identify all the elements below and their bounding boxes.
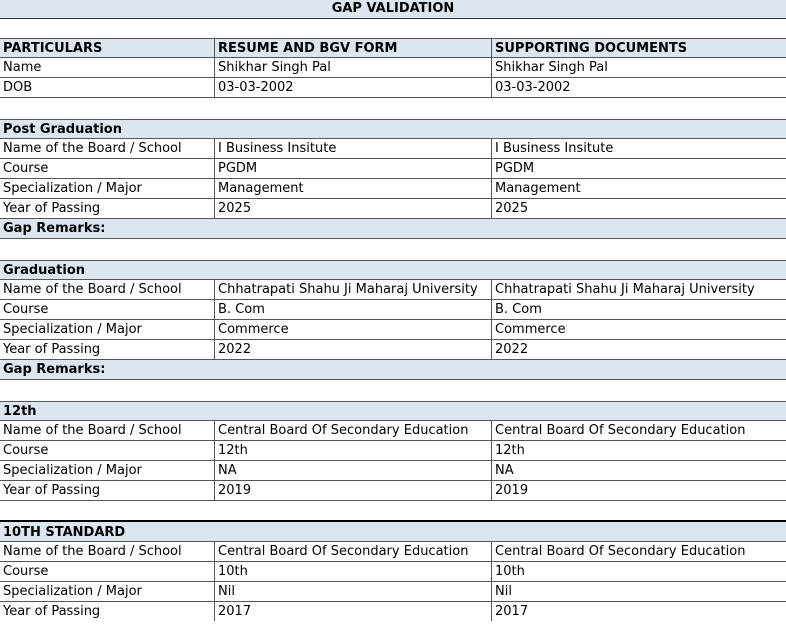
resume-value: Commerce bbox=[214, 320, 491, 339]
row-label: Year of Passing bbox=[3, 201, 101, 216]
section-title: 10TH STANDARD bbox=[3, 525, 126, 540]
resume-value: I Business Insitute bbox=[214, 139, 491, 158]
table-row bbox=[0, 602, 786, 622]
section-12th bbox=[0, 401, 786, 501]
docs-value: Shikhar Singh Pal bbox=[491, 58, 786, 77]
table-row bbox=[0, 340, 786, 360]
resume-value: PGDM bbox=[214, 159, 491, 178]
docs-value: 2025 bbox=[491, 199, 786, 218]
resume-value: 2025 bbox=[214, 199, 491, 218]
docs-value: 2022 bbox=[491, 340, 786, 359]
resume-value: 2019 bbox=[214, 481, 491, 500]
docs-value: Chhatrapati Shahu Ji Maharaj University bbox=[491, 280, 786, 299]
row-label: Name of the Board / School bbox=[3, 282, 182, 297]
resume-value: Shikhar Singh Pal bbox=[214, 58, 491, 77]
resume-value: Chhatrapati Shahu Ji Maharaj University bbox=[214, 280, 491, 299]
row-label: Course bbox=[3, 564, 49, 579]
section-title-row bbox=[0, 260, 786, 280]
header-supporting-docs: SUPPORTING DOCUMENTS bbox=[491, 39, 786, 58]
section-title-row bbox=[0, 401, 786, 421]
table-row bbox=[0, 179, 786, 199]
section-graduation bbox=[0, 260, 786, 380]
row-label: Course bbox=[3, 302, 49, 317]
docs-value: 03-03-2002 bbox=[491, 78, 786, 97]
docs-value: B. Com bbox=[491, 300, 786, 319]
section-title: Post Graduation bbox=[3, 122, 122, 137]
particulars-table bbox=[0, 38, 786, 98]
table-row bbox=[0, 421, 786, 441]
docs-value: Central Board Of Secondary Education bbox=[491, 542, 786, 561]
docs-value: 2019 bbox=[491, 481, 786, 500]
row-label: Year of Passing bbox=[3, 342, 101, 357]
table-row-dob bbox=[0, 78, 786, 98]
table-row bbox=[0, 441, 786, 461]
row-label: Course bbox=[3, 161, 49, 176]
table-row bbox=[0, 280, 786, 300]
docs-value: NA bbox=[491, 461, 786, 480]
docs-value: 12th bbox=[491, 441, 786, 460]
section-title-row bbox=[0, 119, 786, 139]
row-label: Specialization / Major bbox=[3, 584, 142, 599]
table-row bbox=[0, 582, 786, 602]
docs-value: PGDM bbox=[491, 159, 786, 178]
resume-value: Nil bbox=[214, 582, 491, 601]
row-label: Course bbox=[3, 443, 49, 458]
header-particulars: PARTICULARS bbox=[3, 41, 103, 56]
docs-value: Commerce bbox=[491, 320, 786, 339]
section-title: Graduation bbox=[3, 263, 86, 278]
row-label: Name of the Board / School bbox=[3, 544, 182, 559]
table-row bbox=[0, 461, 786, 481]
row-label: Year of Passing bbox=[3, 483, 101, 498]
gap-remarks-label: Gap Remarks: bbox=[3, 362, 106, 377]
resume-value: 03-03-2002 bbox=[214, 78, 491, 97]
resume-value: NA bbox=[214, 461, 491, 480]
resume-value: Central Board Of Secondary Education bbox=[214, 421, 491, 440]
section-post-graduation bbox=[0, 119, 786, 239]
section-title-row bbox=[0, 520, 786, 542]
row-label: DOB bbox=[3, 80, 33, 95]
table-row bbox=[0, 320, 786, 340]
section-10th-standard bbox=[0, 520, 786, 622]
resume-value: 12th bbox=[214, 441, 491, 460]
resume-value: 2022 bbox=[214, 340, 491, 359]
table-row bbox=[0, 139, 786, 159]
page-title: GAP VALIDATION bbox=[0, 0, 786, 19]
header-resume-bgv: RESUME AND BGV FORM bbox=[214, 39, 491, 58]
table-header-row bbox=[0, 38, 786, 58]
table-row bbox=[0, 300, 786, 320]
gap-remarks-row bbox=[0, 219, 786, 239]
table-row bbox=[0, 562, 786, 582]
table-row-name bbox=[0, 58, 786, 78]
docs-value: 10th bbox=[491, 562, 786, 581]
docs-value: I Business Insitute bbox=[491, 139, 786, 158]
resume-value: 10th bbox=[214, 562, 491, 581]
docs-value: Nil bbox=[491, 582, 786, 601]
table-row bbox=[0, 481, 786, 501]
row-label: Year of Passing bbox=[3, 604, 101, 619]
gap-remarks-row bbox=[0, 360, 786, 380]
docs-value: Management bbox=[491, 179, 786, 198]
table-row bbox=[0, 542, 786, 562]
resume-value: Management bbox=[214, 179, 491, 198]
table-row bbox=[0, 199, 786, 219]
resume-value: 2017 bbox=[214, 602, 491, 621]
row-label: Name of the Board / School bbox=[3, 423, 182, 438]
resume-value: B. Com bbox=[214, 300, 491, 319]
row-label: Specialization / Major bbox=[3, 463, 142, 478]
gap-remarks-label: Gap Remarks: bbox=[3, 221, 106, 236]
row-label: Specialization / Major bbox=[3, 322, 142, 337]
resume-value: Central Board Of Secondary Education bbox=[214, 542, 491, 561]
row-label: Specialization / Major bbox=[3, 181, 142, 196]
table-row bbox=[0, 159, 786, 179]
row-label: Name of the Board / School bbox=[3, 141, 182, 156]
docs-value: Central Board Of Secondary Education bbox=[491, 421, 786, 440]
section-title: 12th bbox=[3, 404, 37, 419]
docs-value: 2017 bbox=[491, 602, 786, 621]
row-label: Name bbox=[3, 60, 42, 75]
